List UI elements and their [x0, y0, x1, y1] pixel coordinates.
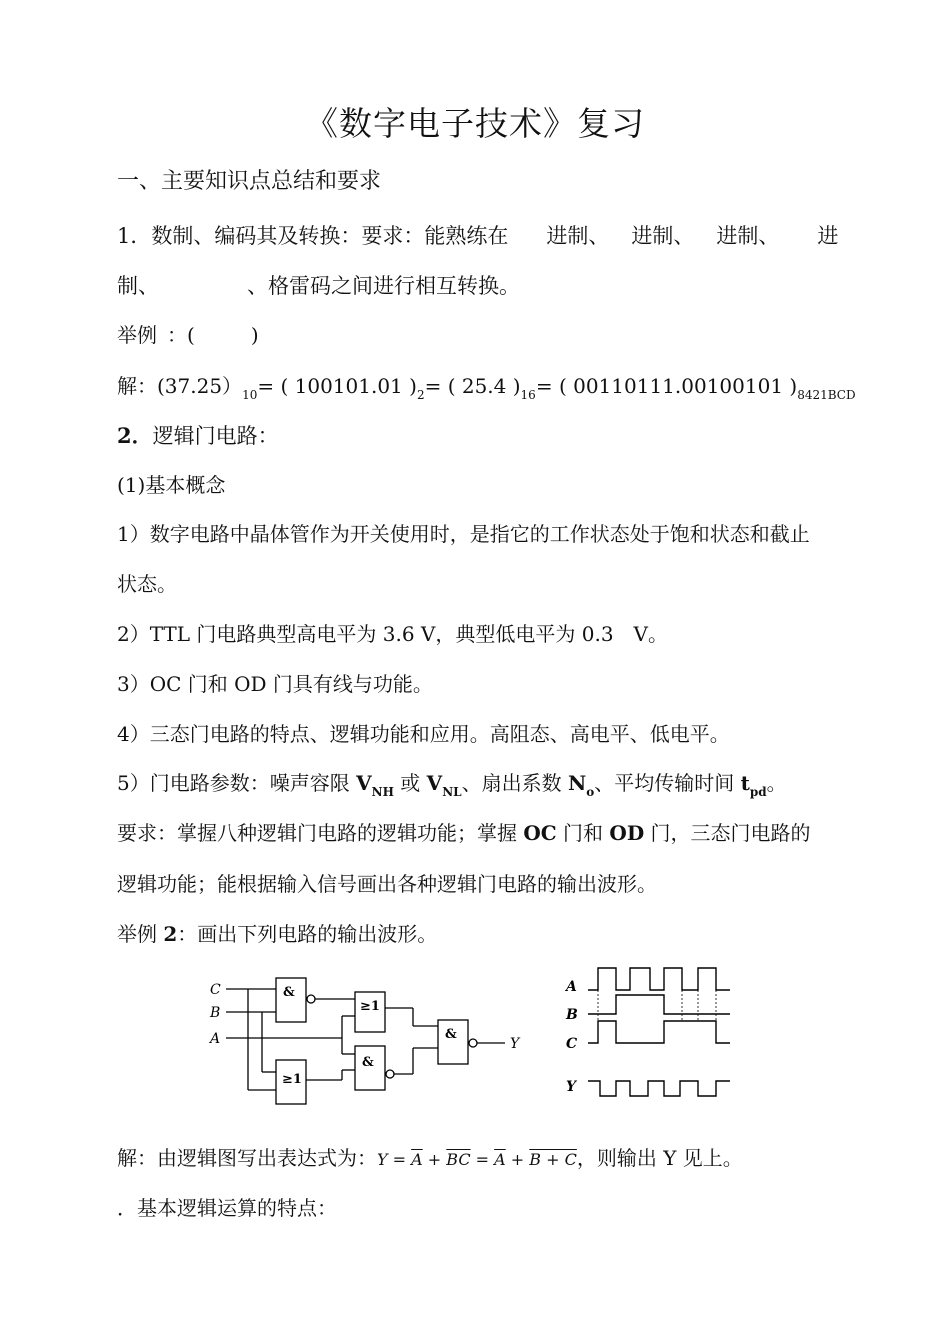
p5-v2: V	[426, 771, 443, 795]
requirement-2b: 逻辑功能；能根据输入信号画出各种逻辑门电路的输出波形。	[117, 872, 657, 896]
formula-eq1: =	[387, 1150, 412, 1169]
solution2-prefix: 解：由逻辑图写出表达式为：	[117, 1146, 377, 1170]
formula-y: Y	[377, 1150, 388, 1169]
item1-line1	[117, 224, 838, 248]
or-gate-2-symbol: ≥1	[282, 1072, 302, 1087]
requirement-2a	[117, 821, 811, 845]
hex-value: = ( 25.4 )	[424, 374, 521, 398]
example1-label: 举例	[117, 323, 157, 347]
example1-line	[117, 323, 259, 347]
wave-b-label: B	[566, 1007, 578, 1023]
req2-od: OD	[609, 821, 645, 845]
input-b-label: B	[210, 1005, 221, 1021]
item1-requirement: 要求：能熟练在	[361, 224, 509, 248]
wave-c-label: C	[566, 1036, 578, 1052]
solution1-prefix: 解：(37.25）	[117, 374, 243, 398]
example1-open: ：(	[167, 323, 195, 347]
example1-close: )	[250, 323, 259, 347]
p5-text-a: 5）门电路参数：噪声容限	[117, 771, 357, 795]
example2-text: ：画出下列电路的输出波形。	[177, 922, 438, 946]
item1-word2: 进制、	[631, 224, 695, 248]
item2-heading	[117, 424, 279, 448]
p5-text-c: 、平均传输时间	[594, 771, 741, 795]
item2-title: 逻辑门电路：	[152, 424, 279, 448]
output-y-label: Y	[510, 1036, 520, 1052]
p5-sub-pd: pd	[749, 785, 767, 799]
req2-text-c: 门，三态门电路的	[644, 821, 811, 845]
item1-word3: 进制、	[716, 224, 780, 248]
p5-sub-o: o	[586, 785, 595, 799]
req2-text-a: 要求：掌握八种逻辑门电路的逻辑功能；掌握	[117, 821, 524, 845]
p5-sub-nh: NH	[371, 785, 394, 799]
and-gate-1-symbol: &	[283, 985, 295, 1000]
base2-subscript: 2	[416, 388, 425, 402]
boolean-formula	[377, 1150, 577, 1169]
base16-subscript: 16	[520, 388, 536, 402]
p5-n: N	[567, 771, 587, 795]
p5-t: t	[740, 771, 750, 795]
item3-heading: ．基本逻辑运算的特点：	[117, 1196, 337, 1220]
formula-plus1: +	[422, 1150, 447, 1169]
item1-line2-start: 制、	[117, 274, 159, 298]
paragraph-4: 4）三态门电路的特点、逻辑功能和应用。高阻态、高电平、低电平。	[117, 722, 730, 746]
example2-line	[117, 922, 437, 946]
solution1-line	[117, 374, 856, 402]
paragraph-2: 2）TTL 门电路典型高电平为 3.6 V，典型低电平为 0.3 V。	[117, 622, 668, 646]
or-gate-1-symbol: ≥1	[360, 999, 380, 1014]
p5-or: 或	[393, 771, 427, 795]
bcd-subscript: 8421BCD	[797, 388, 856, 402]
paragraph-3: 3）OC 门和 OD 门具有线与功能。	[117, 672, 433, 696]
formula-not-b-plus-c: B + C	[529, 1150, 577, 1169]
item1-word1: 进制、	[546, 224, 610, 248]
req2-text-b: 门和	[556, 821, 610, 845]
wave-y-label: Y	[566, 1079, 576, 1095]
p5-sub-nl: NL	[442, 785, 462, 799]
item1-line2-end: 、格雷码之间进行相互转换。	[247, 274, 520, 298]
item1-line2	[117, 274, 520, 298]
waveform-diagram	[558, 962, 738, 1102]
paragraph-1a: 1）数字电路中晶体管作为开关使用时，是指它的工作状态处于饱和状态和截止	[117, 522, 810, 546]
item1-word4: 进	[817, 224, 839, 248]
paragraph-1b: 状态。	[117, 572, 177, 596]
section-heading: 一、主要知识点总结和要求	[117, 169, 382, 194]
formula-eq2: =	[470, 1150, 495, 1169]
page-title: 《数字电子技术》复习	[305, 104, 645, 143]
example2-label: 举例	[117, 922, 164, 946]
bcd-value: = ( 00110111.00100101 )	[535, 374, 798, 398]
item2-number: 2．	[117, 423, 153, 448]
p5-text-d: 。	[766, 771, 787, 795]
item1-number: 1．	[117, 224, 152, 248]
formula-not-a2: $\overline{A}$	[494, 1150, 506, 1169]
item1-heading: 数制、编码其及转换：	[151, 224, 362, 248]
example2-number: 2	[163, 922, 178, 946]
base10-subscript: 10	[242, 388, 258, 402]
req2-oc: OC	[523, 821, 557, 845]
formula-plus2: +	[505, 1150, 530, 1169]
binary-value: = ( 100101.01 )	[257, 374, 417, 398]
input-a-label: A	[210, 1031, 221, 1047]
wave-a-label: A	[566, 979, 577, 995]
formula-not-a1: $\overline{A}$	[411, 1150, 423, 1169]
input-c-label: C	[210, 982, 221, 998]
solution2-line	[117, 1146, 743, 1172]
paragraph-5	[117, 771, 787, 799]
formula-not-bc: $\overline{BC}$	[446, 1150, 471, 1169]
logic-circuit-diagram	[200, 962, 540, 1112]
concept-heading: (1)基本概念	[117, 473, 226, 497]
solution2-suffix: ，则输出 Y 见上。	[576, 1146, 743, 1170]
p5-text-b: 、扇出系数	[461, 771, 568, 795]
p5-v1: V	[356, 771, 372, 795]
and-gate-3-symbol: &	[445, 1027, 457, 1042]
and-gate-2-symbol: &	[362, 1055, 374, 1070]
